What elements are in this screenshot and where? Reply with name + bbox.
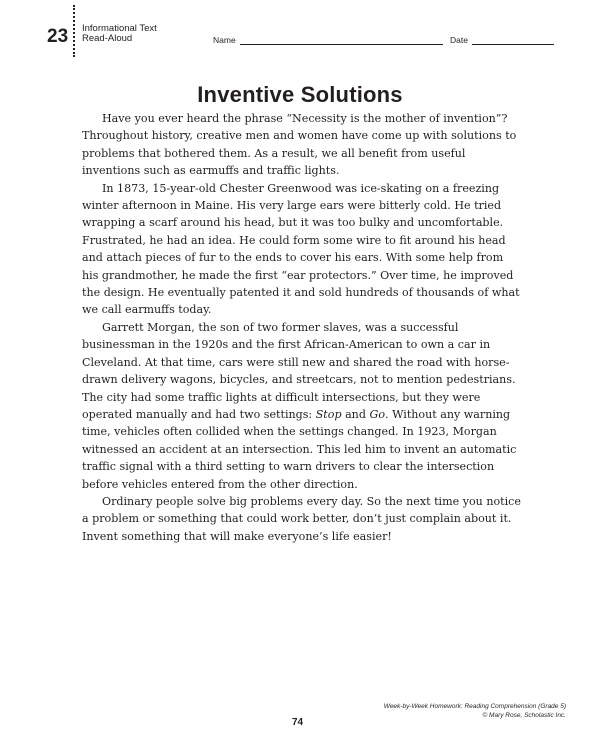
name-field	[213, 35, 443, 45]
worksheet-header	[0, 0, 600, 60]
date-label: Date	[450, 35, 468, 45]
date-blank-line	[472, 35, 554, 45]
paragraph-1: Have you ever heard the phrase “Necessity is the mother of invention”? Throughout history, creative men and women have come up with solutions to problems that bothered them. As a result, we all benefit from useful inventions such as earmuffs and traffic lights.	[82, 112, 517, 178]
page-title: Inventive Solutions	[197, 82, 403, 107]
page-number: 74	[292, 717, 304, 728]
unit-number: 23	[47, 26, 69, 47]
section-label-line1: Informational Text	[82, 23, 157, 34]
date-field	[450, 35, 554, 45]
credit-line-2: © Mary Rose, Scholastic Inc.	[482, 711, 566, 719]
name-blank-line	[240, 35, 443, 45]
section-label	[82, 24, 157, 44]
copyright-credit	[384, 703, 566, 720]
paragraph-3-part-3: . Without any warning time, vehicles often collided when the settings changed. In 1923, Morgan witnessed an accident at an intersection. This led him to invent an automatic traffic signal with a third setting to warn drivers to clear the intersection before vehicles entered from the other direction.	[82, 407, 517, 491]
paragraph-3-part-1: Garrett Morgan, the son of two former slaves, was a successful businessman in the 1920s and the first African-American to own a car in Cleveland. At that time, cars were still new and shared the road with horse-drawn delivery wagons, bicycles, and streetcars, not to mention pedestrians. The city had some traffic lights at difficult intersections, but they were operated manually and had two settings:	[82, 320, 516, 421]
stop-setting-text: Stop	[315, 407, 342, 421]
article-body	[82, 110, 522, 545]
name-label: Name	[213, 35, 236, 45]
section-label-line2: Read-Aloud	[82, 33, 133, 44]
paragraph-2: In 1873, 15-year-old Chester Greenwood was ice-skating on a freezing winter afternoon in Maine. His very large ears were bitterly cold. He tried wrapping a scarf around his head, but it was too bulky and uncomfortable. Frustrated, he had an idea. He could form some wire to fit around his head and attach pieces of fur to the ends to cover his ears. With some help from his grandmother, he made the first “ear protectors.” Over time, he improved the design. He eventually patented it and sold hundreds of thousands of what we call earmuffs today.	[82, 181, 520, 317]
paragraph-3-part-2: and	[341, 407, 370, 421]
paragraph-4: Ordinary people solve big problems every day. So the next time you notice a problem or something that could work better, don’t just complain about it. Invent something that will make everyone’s life easier!	[82, 494, 521, 543]
credit-line-1: Week-by-Week Homework: Reading Comprehension (Grade 5)	[383, 703, 566, 710]
paragraph-3	[82, 319, 522, 493]
go-setting-text: Go	[369, 407, 386, 421]
dotted-divider	[73, 5, 75, 57]
